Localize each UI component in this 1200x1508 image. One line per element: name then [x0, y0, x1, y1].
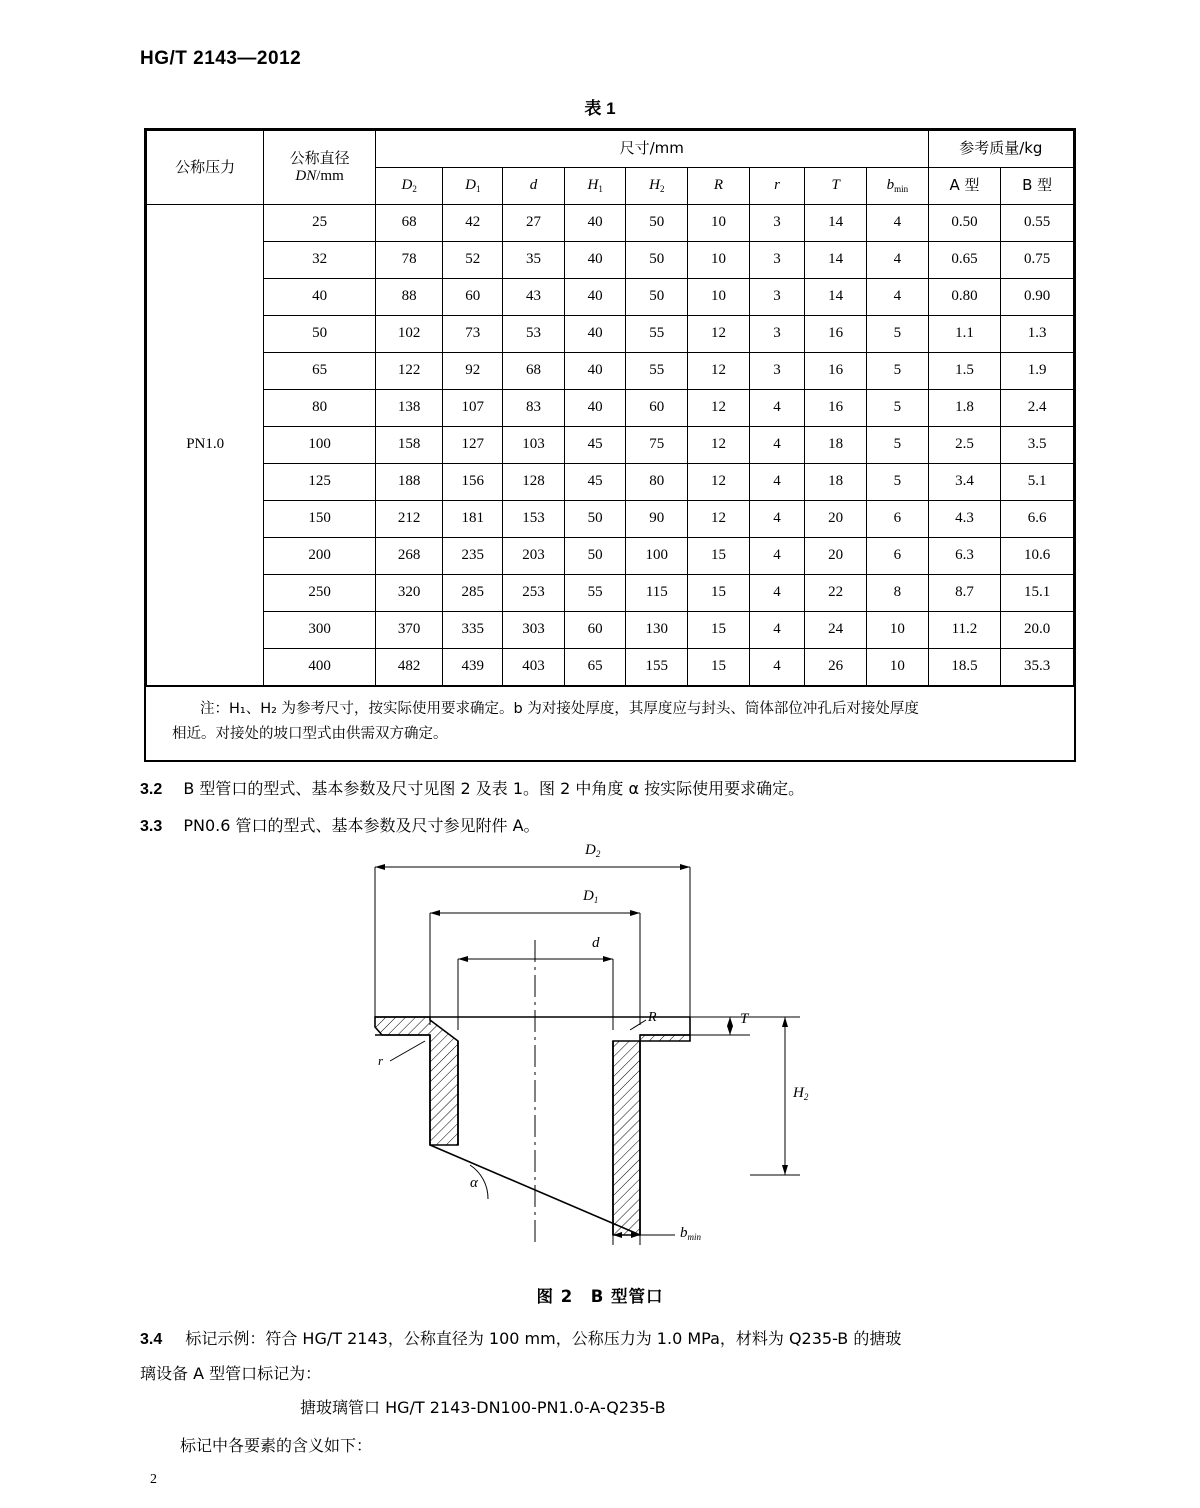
table-row: [147, 612, 1074, 649]
spec-table-container: [144, 128, 1076, 762]
figure-label-d: d: [592, 935, 600, 951]
cell-D1: 181: [443, 501, 503, 538]
cell-R: 15: [688, 575, 750, 612]
cell-d: 253: [503, 575, 565, 612]
cell-T: 18: [805, 427, 867, 464]
table-title: 表 1: [584, 99, 616, 118]
figure-label-alpha: α: [470, 1175, 478, 1191]
cell-H1: 40: [564, 205, 626, 242]
cell-T: 22: [805, 575, 867, 612]
cell-D1: 439: [443, 649, 503, 686]
cell-R: 10: [688, 242, 750, 279]
cell-nominal-pressure-value: PN1.0: [147, 205, 264, 686]
cell-D2: 138: [375, 390, 443, 427]
section-3-3-text: PN0.6 管口的型式、基本参数及尺寸参见附件 A。: [183, 816, 540, 835]
cell-d: 83: [503, 390, 565, 427]
cell-dn: 100: [264, 427, 375, 464]
cell-D1: 42: [443, 205, 503, 242]
section-3-4: [140, 1325, 1080, 1353]
cell-mass-a: 3.4: [928, 464, 1001, 501]
page-number: 2: [150, 1472, 157, 1487]
cell-T: 20: [805, 538, 867, 575]
cell-dn: 250: [264, 575, 375, 612]
cell-R: 12: [688, 390, 750, 427]
cell-H1: 45: [564, 464, 626, 501]
cell-dn: 50: [264, 316, 375, 353]
section-3-3: [140, 812, 540, 840]
header-col-H1: $H_1$: [564, 168, 626, 205]
cell-D2: 78: [375, 242, 443, 279]
cell-dn: 200: [264, 538, 375, 575]
cell-T: 14: [805, 279, 867, 316]
cell-H2: 50: [626, 242, 688, 279]
cell-H1: 50: [564, 538, 626, 575]
header-col-mass-a: A 型: [928, 168, 1001, 205]
cell-r: 3: [749, 316, 805, 353]
cell-d: 153: [503, 501, 565, 538]
table-row: [147, 649, 1074, 686]
figure-label-bmin: $b_{min}$: [680, 1225, 701, 1242]
cell-mass-a: 11.2: [928, 612, 1001, 649]
spec-table-body: [147, 205, 1074, 686]
cell-D1: 156: [443, 464, 503, 501]
cell-r: 4: [749, 501, 805, 538]
cell-T: 26: [805, 649, 867, 686]
cell-H1: 40: [564, 353, 626, 390]
cell-mass-b: 0.55: [1001, 205, 1074, 242]
header-col-H2: $H_2$: [626, 168, 688, 205]
cell-dn: 25: [264, 205, 375, 242]
cell-H2: 100: [626, 538, 688, 575]
section-3-4-text: 标记示例：符合 HG/T 2143，公称直径为 100 mm，公称压力为 1.0 MPa，材料为 Q235-B 的搪玻: [185, 1329, 902, 1348]
cell-R: 12: [688, 316, 750, 353]
page-header-standard-code: HG/T 2143—2012: [140, 48, 302, 69]
cell-R: 12: [688, 501, 750, 538]
cell-dn: 125: [264, 464, 375, 501]
cell-mass-a: 1.8: [928, 390, 1001, 427]
header-col-mass-b: B 型: [1001, 168, 1074, 205]
cell-T: 16: [805, 353, 867, 390]
table-note-line1: 注：H₁、H₂ 为参考尺寸，按实际使用要求确定。b 为对接处厚度，其厚度应与封头、筒体部位冲孔后对接处厚度: [200, 701, 919, 717]
marking-example: 搪玻璃管口 HG/T 2143-DN100-PN1.0-A-Q235-B: [300, 1398, 666, 1417]
table-row: [147, 575, 1074, 612]
cell-mass-a: 8.7: [928, 575, 1001, 612]
cell-mass-b: 0.75: [1001, 242, 1074, 279]
cell-mass-a: 4.3: [928, 501, 1001, 538]
cell-mass-b: 15.1: [1001, 575, 1074, 612]
table-row: [147, 501, 1074, 538]
table-header-row-1: [147, 131, 1074, 168]
cell-r: 3: [749, 279, 805, 316]
cell-bmin: 5: [866, 353, 928, 390]
header-col-bmin: $b_{min}$: [866, 168, 928, 205]
cell-D2: 320: [375, 575, 443, 612]
cell-dn: 32: [264, 242, 375, 279]
cell-H2: 155: [626, 649, 688, 686]
cell-d: 103: [503, 427, 565, 464]
header-mass-group: 参考质量/kg: [928, 131, 1073, 168]
cell-dn: 150: [264, 501, 375, 538]
cell-bmin: 6: [866, 501, 928, 538]
figure-label-H2: $H_2$: [793, 1085, 809, 1102]
cell-R: 12: [688, 427, 750, 464]
cell-H1: 40: [564, 316, 626, 353]
cell-D2: 88: [375, 279, 443, 316]
figure-label-D2: $D_2$: [585, 842, 601, 859]
cell-mass-b: 1.9: [1001, 353, 1074, 390]
cell-D1: 335: [443, 612, 503, 649]
cell-T: 24: [805, 612, 867, 649]
header-nominal-pressure: 公称压力: [147, 131, 264, 205]
cell-H2: 80: [626, 464, 688, 501]
cell-D1: 235: [443, 538, 503, 575]
cell-mass-a: 0.65: [928, 242, 1001, 279]
cell-bmin: 10: [866, 612, 928, 649]
cell-r: 4: [749, 612, 805, 649]
cell-D2: 268: [375, 538, 443, 575]
table-row: [147, 279, 1074, 316]
table-row: [147, 538, 1074, 575]
cell-bmin: 10: [866, 649, 928, 686]
header-nominal-diameter: [264, 131, 375, 205]
cell-R: 15: [688, 612, 750, 649]
table-row: [147, 390, 1074, 427]
figure-2-svg: [330, 845, 870, 1275]
cell-H1: 55: [564, 575, 626, 612]
header-col-r: r: [749, 168, 805, 205]
cell-mass-b: 2.4: [1001, 390, 1074, 427]
cell-mass-b: 0.90: [1001, 279, 1074, 316]
cell-H2: 90: [626, 501, 688, 538]
cell-R: 12: [688, 353, 750, 390]
cell-R: 10: [688, 205, 750, 242]
cell-H2: 50: [626, 279, 688, 316]
cell-bmin: 4: [866, 279, 928, 316]
cell-d: 128: [503, 464, 565, 501]
cell-D2: 158: [375, 427, 443, 464]
cell-H2: 55: [626, 353, 688, 390]
cell-d: 403: [503, 649, 565, 686]
cell-H1: 40: [564, 279, 626, 316]
cell-mass-b: 10.6: [1001, 538, 1074, 575]
cell-D2: 68: [375, 205, 443, 242]
table-row: [147, 353, 1074, 390]
cell-D2: 188: [375, 464, 443, 501]
cell-bmin: 8: [866, 575, 928, 612]
cell-r: 3: [749, 242, 805, 279]
section-3-4-number: 3.4: [140, 1331, 163, 1348]
header-col-D2: $D_2$: [375, 168, 443, 205]
cell-D1: 92: [443, 353, 503, 390]
cell-mass-a: 18.5: [928, 649, 1001, 686]
cell-dn: 65: [264, 353, 375, 390]
cell-D2: 212: [375, 501, 443, 538]
table-note: [146, 686, 1074, 760]
cell-d: 35: [503, 242, 565, 279]
figure-label-D1: $D_1$: [583, 888, 599, 905]
cell-T: 14: [805, 242, 867, 279]
spec-table: [146, 130, 1074, 686]
cell-d: 43: [503, 279, 565, 316]
cell-r: 4: [749, 390, 805, 427]
cell-bmin: 5: [866, 427, 928, 464]
cell-R: 15: [688, 649, 750, 686]
header-col-R: R: [688, 168, 750, 205]
cell-R: 12: [688, 464, 750, 501]
cell-d: 68: [503, 353, 565, 390]
cell-bmin: 5: [866, 464, 928, 501]
cell-bmin: 6: [866, 538, 928, 575]
cell-bmin: 5: [866, 316, 928, 353]
cell-D2: 102: [375, 316, 443, 353]
cell-d: 303: [503, 612, 565, 649]
section-3-4-continued: 璃设备 A 型管口标记为：: [140, 1364, 322, 1383]
cell-mass-b: 1.3: [1001, 316, 1074, 353]
cell-dn: 400: [264, 649, 375, 686]
table-row: [147, 427, 1074, 464]
cell-H2: 55: [626, 316, 688, 353]
cell-r: 4: [749, 464, 805, 501]
header-nominal-diameter-line2: DN/mm: [295, 167, 344, 184]
cell-H2: 75: [626, 427, 688, 464]
cell-mass-b: 20.0: [1001, 612, 1074, 649]
section-3-2-number: 3.2: [140, 781, 163, 798]
cell-H1: 65: [564, 649, 626, 686]
figure-label-r: r: [378, 1053, 384, 1068]
cell-H1: 40: [564, 242, 626, 279]
cell-mass-a: 1.1: [928, 316, 1001, 353]
cell-H1: 45: [564, 427, 626, 464]
cell-T: 14: [805, 205, 867, 242]
cell-r: 3: [749, 205, 805, 242]
table-row: [147, 242, 1074, 279]
cell-mass-b: 6.6: [1001, 501, 1074, 538]
cell-H2: 130: [626, 612, 688, 649]
cell-H2: 115: [626, 575, 688, 612]
cell-D2: 370: [375, 612, 443, 649]
cell-r: 4: [749, 538, 805, 575]
table-row: [147, 316, 1074, 353]
header-col-d: d: [503, 168, 565, 205]
cell-D1: 127: [443, 427, 503, 464]
cell-dn: 80: [264, 390, 375, 427]
cell-T: 20: [805, 501, 867, 538]
cell-mass-a: 1.5: [928, 353, 1001, 390]
table-row: [147, 464, 1074, 501]
header-col-T: T: [805, 168, 867, 205]
section-3-2-text: B 型管口的型式、基本参数及尺寸见图 2 及表 1。图 2 中角度 α 按实际使用要求确定。: [183, 779, 805, 798]
cell-mass-a: 6.3: [928, 538, 1001, 575]
cell-mass-b: 35.3: [1001, 649, 1074, 686]
cell-T: 16: [805, 390, 867, 427]
cell-D2: 482: [375, 649, 443, 686]
cell-bmin: 4: [866, 242, 928, 279]
cell-mass-a: 0.50: [928, 205, 1001, 242]
cell-H1: 60: [564, 612, 626, 649]
cell-T: 16: [805, 316, 867, 353]
table-row: [147, 205, 1074, 242]
cell-R: 10: [688, 279, 750, 316]
section-3-2: [140, 775, 804, 803]
cell-r: 3: [749, 353, 805, 390]
cell-bmin: 5: [866, 390, 928, 427]
cell-d: 53: [503, 316, 565, 353]
figure-label-R: R: [648, 1010, 657, 1025]
figure-2-caption: 图 2 B 型管口: [536, 1287, 664, 1306]
cell-T: 18: [805, 464, 867, 501]
cell-mass-a: 2.5: [928, 427, 1001, 464]
cell-r: 4: [749, 575, 805, 612]
cell-H2: 60: [626, 390, 688, 427]
cell-D1: 107: [443, 390, 503, 427]
header-nominal-diameter-line1: 公称直径: [289, 149, 350, 168]
cell-D1: 73: [443, 316, 503, 353]
section-3-5-text: 标记中各要素的含义如下：: [180, 1436, 373, 1455]
cell-R: 15: [688, 538, 750, 575]
cell-mass-b: 5.1: [1001, 464, 1074, 501]
header-col-D1: $D_1$: [443, 168, 503, 205]
cell-H1: 40: [564, 390, 626, 427]
cell-dn: 300: [264, 612, 375, 649]
section-3-3-number: 3.3: [140, 818, 163, 835]
cell-dn: 40: [264, 279, 375, 316]
cell-H2: 50: [626, 205, 688, 242]
table-note-line2: 相近。对接处的坡口型式由供需双方确定。: [172, 726, 448, 743]
figure-label-T: T: [740, 1011, 749, 1027]
cell-D2: 122: [375, 353, 443, 390]
cell-D1: 60: [443, 279, 503, 316]
cell-mass-b: 3.5: [1001, 427, 1074, 464]
cell-r: 4: [749, 427, 805, 464]
cell-H1: 50: [564, 501, 626, 538]
cell-bmin: 4: [866, 205, 928, 242]
figure-2-b-type-nozzle: [330, 842, 870, 1275]
cell-r: 4: [749, 649, 805, 686]
cell-D1: 52: [443, 242, 503, 279]
cell-d: 27: [503, 205, 565, 242]
cell-D1: 285: [443, 575, 503, 612]
cell-mass-a: 0.80: [928, 279, 1001, 316]
header-dimensions-group: 尺寸/mm: [375, 131, 928, 168]
cell-d: 203: [503, 538, 565, 575]
